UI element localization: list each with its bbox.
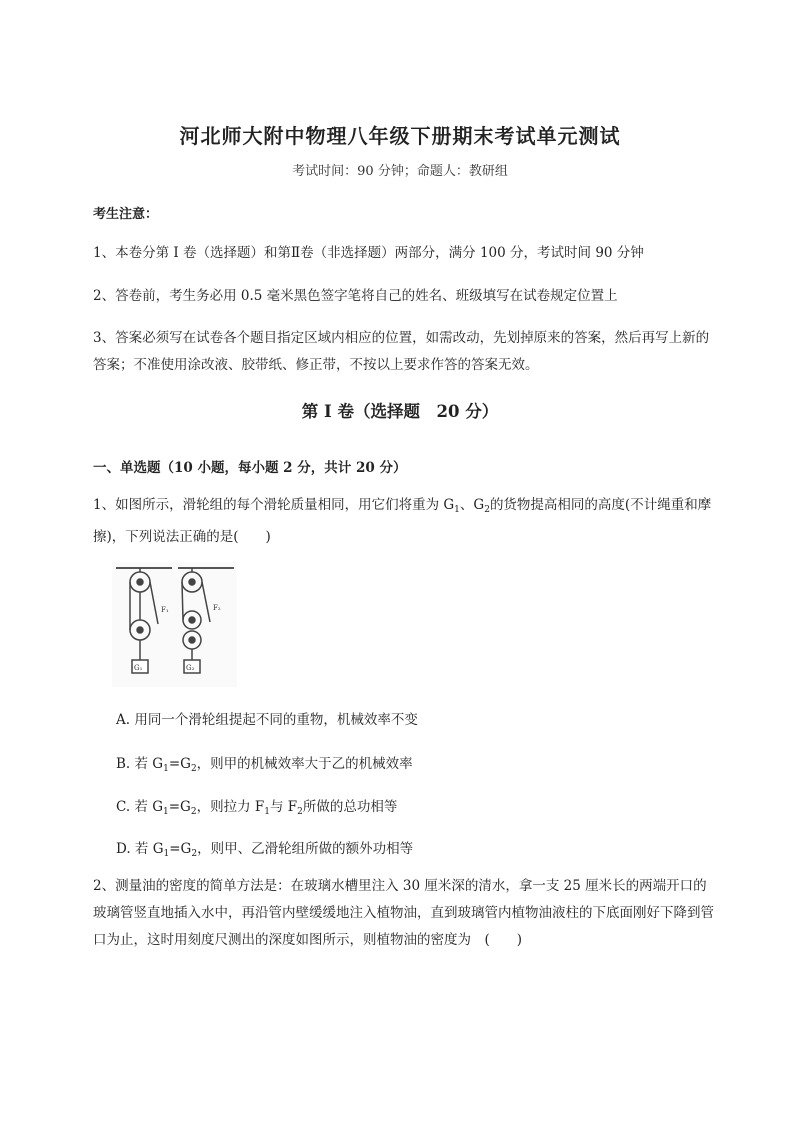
opt-text: =G xyxy=(168,799,191,815)
opt-sub: 2 xyxy=(190,807,197,817)
q1-sub: 1 xyxy=(454,505,460,515)
opt-text: C. 若 G xyxy=(116,799,164,815)
section-title: 第 I 卷（选择题 20 分） xyxy=(301,402,499,421)
pulley-system-figure xyxy=(112,562,237,687)
q1-option-d[interactable] xyxy=(116,837,413,859)
opt-text: ，则甲的机械效率大于乙的机械效率 xyxy=(196,756,413,772)
q1-stem-part: 的货物提高相同的高度(不计绳重和摩擦)，下列说法正确的是( ) xyxy=(93,497,712,545)
notice-item-3: 3、答案必须写在试卷各个题目指定区域内相应的位置，如需改动，先划掉原来的答案，然后再写上新的答案；不准使用涂改液、胶带纸、修正带，不按以上要求作答的答案无效。 xyxy=(93,330,710,373)
label-f1: F₁ xyxy=(161,606,169,614)
q1-option-b[interactable] xyxy=(116,752,413,774)
exam-title: 河北师大附中物理八年级下册期末考试单元测试 xyxy=(179,124,621,148)
label-g2: G₂ xyxy=(186,664,195,672)
opt-text: 所做的总功相等 xyxy=(302,799,398,815)
opt-sub: 2 xyxy=(191,849,198,859)
q1-option-a[interactable]: A. 用同一个滑轮组提起不同的重物，机械效率不变 xyxy=(116,712,418,728)
opt-text: D. 若 G xyxy=(116,841,164,857)
q1-sub: 2 xyxy=(484,505,490,515)
exam-subtitle: 考试时间：90 分钟；命题人：教研组 xyxy=(292,164,508,179)
opt-sub: 2 xyxy=(297,807,303,817)
question-1-stem xyxy=(93,492,715,551)
opt-sub: 1 xyxy=(163,849,170,859)
q1-stem-part: 1、如图所示，滑轮组的每个滑轮质量相同，用它们将重为 G xyxy=(93,497,455,513)
opt-sub: 1 xyxy=(163,807,169,817)
opt-text: 与 F xyxy=(270,799,298,815)
question-2-stem: 2、测量油的密度的简单方法是：在玻璃水槽里注入 30 厘米深的清水，拿一支 25 厘米长的两端开口的玻璃管竖直地插入水中，再沿管内壁缓缓地注入植物油，直到玻璃管内植物油液柱的下底面刚好下降到管口为止，这时用刻度尺测出的深度如图所示，则植物油的密度为 ( ) xyxy=(93,878,714,948)
q1-option-c[interactable] xyxy=(116,795,397,817)
opt-sub: 1 xyxy=(264,807,270,817)
q1-stem-part: 、G xyxy=(459,497,485,513)
opt-text: =G xyxy=(169,841,192,857)
opt-text: ，则甲、乙滑轮组所做的额外功相等 xyxy=(197,841,414,857)
label-g1: G₁ xyxy=(134,664,143,672)
opt-text: =G xyxy=(168,756,191,772)
notice-item-1: 1、本卷分第 I 卷（选择题）和第Ⅱ卷（非选择题）两部分，满分 100 分，考试时间 90 分钟 xyxy=(93,245,644,261)
notice-item-2: 2、答卷前，考生务必用 0.5 毫米黑色签字笔将自己的姓名、班级填写在试卷规定位置上 xyxy=(93,288,618,304)
opt-text: ，则拉力 F xyxy=(196,799,265,815)
opt-sub: 1 xyxy=(163,764,169,774)
question-group-heading: 一、单选题（10 小题，每小题 2 分，共计 20 分） xyxy=(93,460,407,476)
label-f2: F₂ xyxy=(213,604,221,612)
opt-sub: 2 xyxy=(190,764,197,774)
opt-text: B. 若 G xyxy=(116,756,164,772)
notice-heading: 考生注意： xyxy=(93,207,159,222)
